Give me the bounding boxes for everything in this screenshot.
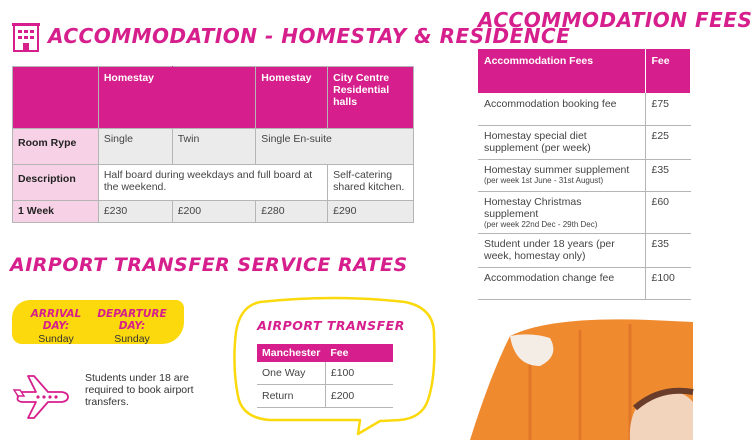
airport-transfer-table: [257, 344, 393, 408]
airport-title: AIRPORT TRANSFER SERVICE RATES: [10, 254, 408, 276]
fee-item: Accommodation booking fee: [478, 93, 645, 125]
fee-price: £35: [645, 233, 691, 267]
table-row: [478, 267, 691, 299]
arrival-label: ARRIVAL DAY:: [30, 308, 82, 332]
row-label-description: Description: [13, 165, 99, 201]
table-row: [13, 201, 414, 223]
departure-value: Sunday: [114, 333, 150, 345]
fee-item-christmas: [478, 191, 645, 233]
accommodation-title: ACCOMMODATION - HOMESTAY & RESIDENCE: [48, 24, 571, 48]
arrival-value: Sunday: [38, 333, 74, 345]
row-label-room-type: Room Rype: [13, 129, 99, 165]
airplane-icon: [12, 372, 70, 422]
fees-header-fee: Fee: [645, 49, 691, 93]
building-icon: [12, 22, 40, 52]
fees-table: [478, 49, 691, 300]
table-row: [478, 125, 691, 159]
fee-price: £75: [645, 93, 691, 125]
fee-price: £35: [645, 159, 691, 191]
table-row: [478, 93, 691, 125]
fee-item: Homestay special diet supplement (per week): [478, 125, 645, 159]
fees-header-item: Accommodation Fees: [478, 49, 645, 93]
student-photo: [470, 316, 693, 440]
table-row: [478, 233, 691, 267]
table-row: [13, 165, 414, 201]
cell-description-homestay: Half board during weekdays and full board at the weekend.: [98, 165, 327, 201]
fee-price: £100: [645, 267, 691, 299]
fee-item-sub: (per week 22nd Dec - 29th Dec): [484, 219, 598, 229]
under-18-note: Students under 18 are required to book airport transfers.: [85, 372, 194, 408]
arrival-departure-banner: [12, 300, 184, 344]
fee-item-label: Homestay summer supplement: [484, 163, 630, 176]
col-residential-halls: City Centre Residential halls: [328, 67, 414, 129]
table-corner: [13, 67, 99, 129]
transfer-header-route: Manchester: [257, 344, 325, 362]
cell-room-single: Single: [98, 129, 172, 165]
cell-week-4: £290: [328, 201, 414, 223]
table-row: [257, 362, 393, 385]
fee-item-label: Homestay Christmas supplement: [484, 195, 582, 220]
fee-item: Student under 18 years (per week, homestay only): [478, 233, 645, 267]
transfer-fee: £200: [325, 385, 393, 408]
transfer-header-fee: Fee: [325, 344, 393, 362]
transfer-route: One Way: [257, 362, 325, 385]
col-homestay-1: Homestay: [98, 67, 172, 129]
row-label-week: 1 Week: [13, 201, 99, 223]
transfer-route: Return: [257, 385, 325, 408]
table-row: [478, 191, 691, 233]
col-homestay-2: Homestay: [256, 67, 328, 129]
airport-transfer-title: AIRPORT TRANSFER: [257, 318, 405, 333]
cell-week-2: £200: [172, 201, 256, 223]
transfer-fee: £100: [325, 362, 393, 385]
cell-week-1: £230: [98, 201, 172, 223]
fees-title: ACCOMMODATION FEES: [478, 8, 752, 32]
table-row: [478, 159, 691, 191]
departure-label: DEPARTURE DAY:: [97, 308, 167, 332]
fee-item: Accommodation change fee: [478, 267, 645, 299]
fee-item-sub: (per week 1st June - 31st August): [484, 175, 604, 185]
cell-week-3: £280: [256, 201, 328, 223]
cell-room-twin: Twin: [172, 129, 256, 165]
table-row: [13, 129, 414, 165]
fee-price: £60: [645, 191, 691, 233]
accommodation-table: [12, 66, 414, 223]
fee-item-summer: [478, 159, 645, 191]
cell-description-halls: Self-catering shared kitchen.: [328, 165, 414, 201]
col-homestay-blank: [172, 67, 256, 129]
cell-room-ensuite: Single En-suite: [256, 129, 414, 165]
table-row: [257, 385, 393, 408]
fee-price: £25: [645, 125, 691, 159]
